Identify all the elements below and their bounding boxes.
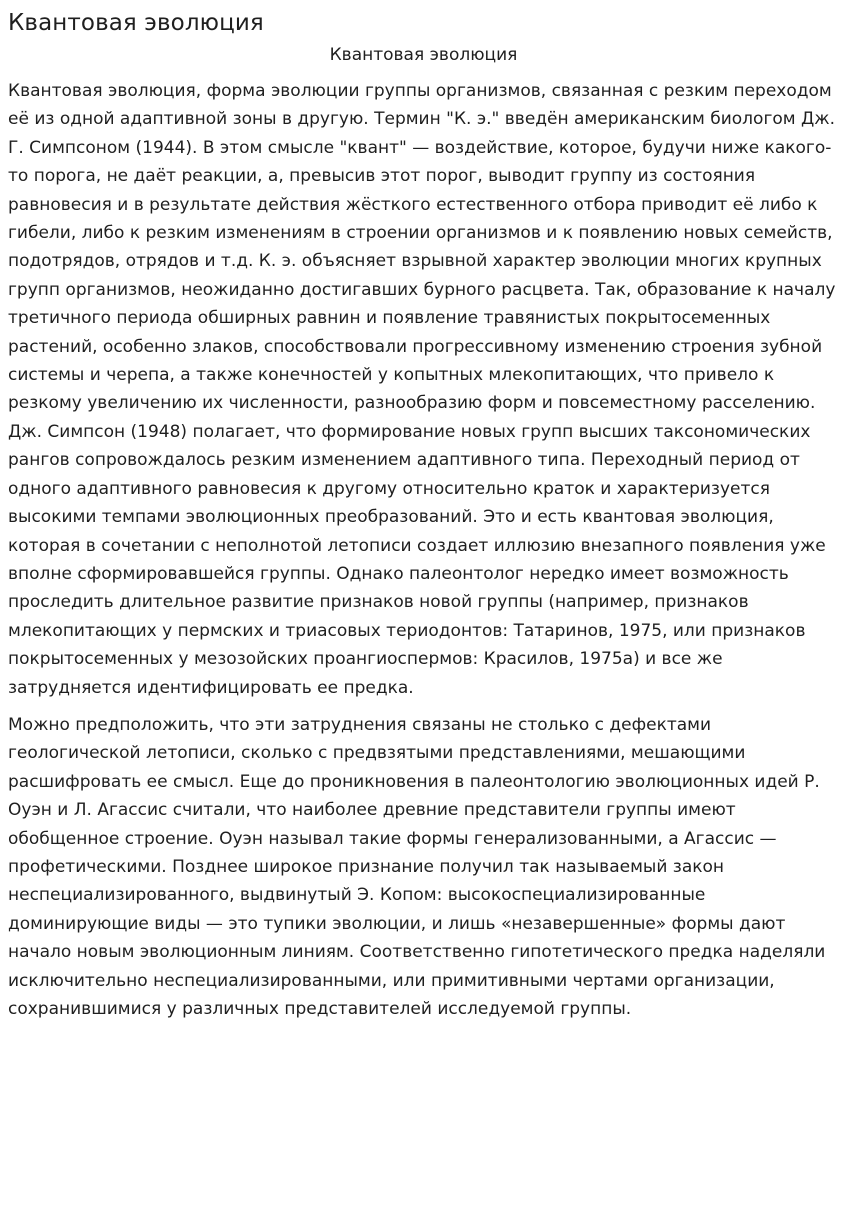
article-heading: Квантовая эволюция [329, 45, 518, 65]
paragraph-2: Можно предположить, что эти затруднения связаны не столько с дефектами геологической летописи, сколько с предвзятыми представлениями, мешающими расшифровать ее смысл. Еще до проникновения в палеонтологию эволюционных идей Р. Оуэн и Л. Агассис считали, что наиболее древние представители группы имеют обобщенное строение. Оуэн называл такие формы генерализованными, а Агассис — профетическими. Позднее широкое признание получил так называемый закон неспециализированного, выдвинутый Э. Копом: высокоспециализированные доминирующие виды — это тупики эволюции, и лишь «незавершенные» формы дают начало новым эволюционным линиям. Соответственно гипотетического предка наделяли исключительно неспециализированными, или примитивными чертами организации, сохранившимися у различных представителей исследуемой группы. [8, 714, 826, 1019]
paragraph-1: Квантовая эволюция, форма эволюции группы организмов, связанная с резким переходом её из одной адаптивной зоны в другую. Термин "К. э." введён американским биологом Дж. Г. Симпсоном (1944). В этом смысле "квант" — воздействие, которое, будучи ниже какого-то порога, не даёт реакции, а, превысив этот порог, выводит группу из состояния равновесия и в результате действия жёсткого естественного отбора приводит её либо к гибели, либо к резким изменениям в строении организмов и к появлению новых семейств, подотрядов, отрядов и т.д. К. э. объясняет взрывной характер эволюции многих крупных групп организмов, неожиданно достигавших бурного расцвета. Так, образование к началу третичного периода обширных равнин и появление травянистых покрытосеменных растений, особенно злаков, способствовали прогрессивному изменению строения зубной системы и черепа, а также конечностей у копытных млекопитающих, что привело к резкому увеличению их численности, разнообразию форм и повсеместному расселению. Дж. Симпсон (1948) полагает, что формирование новых групп высших таксономических рангов сопровождалось резким изменением адаптивного типа. Переходный период от одного адаптивного равновесия к другому относительно краток и характеризуется высокими темпами эволюционных преобразований. Это и есть квантовая эволюция, которая в сочетании с неполнотой летописи создает иллюзию внезапного появления уже вполне сформировавшейся группы. Однако палеонтолог нередко имеет возможность проследить длительное развитие признаков новой группы (например, признаков млекопитающих у пермских и триасовых териодонтов: Татаринов, 1975, или признаков покрытосеменных у мезозойских проангиоспермов: Красилов, 1975а) и все же затрудняется идентифицировать ее предка. [8, 81, 836, 698]
page-title: Квантовая эволюция [8, 10, 264, 36]
